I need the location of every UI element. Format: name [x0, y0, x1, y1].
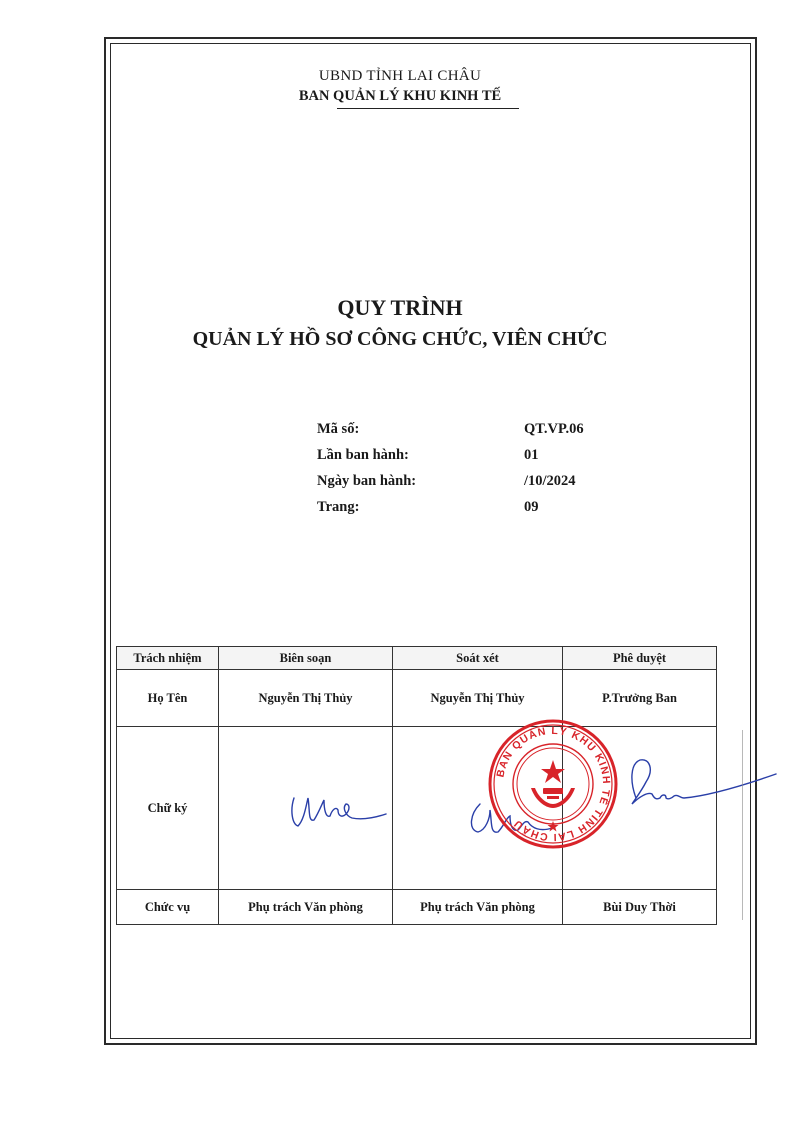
agency-underline — [337, 108, 519, 109]
approver-signature — [596, 752, 780, 822]
reviewer-name: Nguyễn Thị Thủy — [393, 670, 563, 727]
document-metadata — [317, 416, 637, 520]
drafter-name: Nguyễn Thị Thủy — [219, 670, 393, 727]
meta-label: Trang: — [317, 499, 360, 515]
seal-text: BAN QUẢN LÝ KHU KINH TẾ TỈNH LAI CHÂU — [494, 724, 613, 844]
agency-line-2: BAN QUẢN LÝ KHU KINH TẾ — [298, 88, 502, 104]
approver-name: Bùi Duy Thời — [563, 890, 717, 925]
approver-title: P.Trưởng Ban — [563, 670, 717, 727]
header-drafted-by: Biên soạn — [219, 647, 393, 670]
meta-row-code — [317, 416, 637, 442]
meta-label: Mã số: — [317, 421, 360, 437]
row-label-position: Chức vụ — [117, 890, 219, 925]
approval-header-row — [117, 647, 717, 670]
meta-row-edition — [317, 442, 637, 468]
meta-value: 09 — [524, 499, 539, 515]
document-title — [0, 292, 800, 354]
meta-value: 01 — [524, 447, 539, 463]
header-responsibility: Trách nhiệm — [117, 647, 219, 670]
approval-row-position — [117, 890, 717, 925]
approval-row-name — [117, 670, 717, 727]
meta-row-issue-date — [317, 468, 637, 494]
title-line-1: QUY TRÌNH — [337, 295, 463, 320]
meta-value: /10/2024 — [524, 473, 576, 489]
meta-label: Ngày ban hành: — [317, 473, 417, 489]
title-line-2: QUẢN LÝ HỒ SƠ CÔNG CHỨC, VIÊN CHỨC — [192, 328, 608, 350]
drafter-position: Phụ trách Văn phòng — [219, 890, 393, 925]
drafter-signature — [282, 780, 392, 840]
row-label-name: Họ Tên — [117, 670, 219, 727]
scan-artifact-line — [742, 730, 743, 920]
agency-header — [0, 66, 800, 106]
meta-value: QT.VP.06 — [524, 421, 584, 437]
header-approved-by: Phê duyệt — [563, 647, 717, 670]
meta-label: Lần ban hành: — [317, 447, 409, 463]
header-reviewed-by: Soát xét — [393, 647, 563, 670]
reviewer-position: Phụ trách Văn phòng — [393, 890, 563, 925]
row-label-signature: Chữ ký — [117, 727, 219, 890]
agency-line-1: UBND TỈNH LAI CHÂU — [318, 68, 482, 84]
meta-row-pages — [317, 494, 637, 520]
